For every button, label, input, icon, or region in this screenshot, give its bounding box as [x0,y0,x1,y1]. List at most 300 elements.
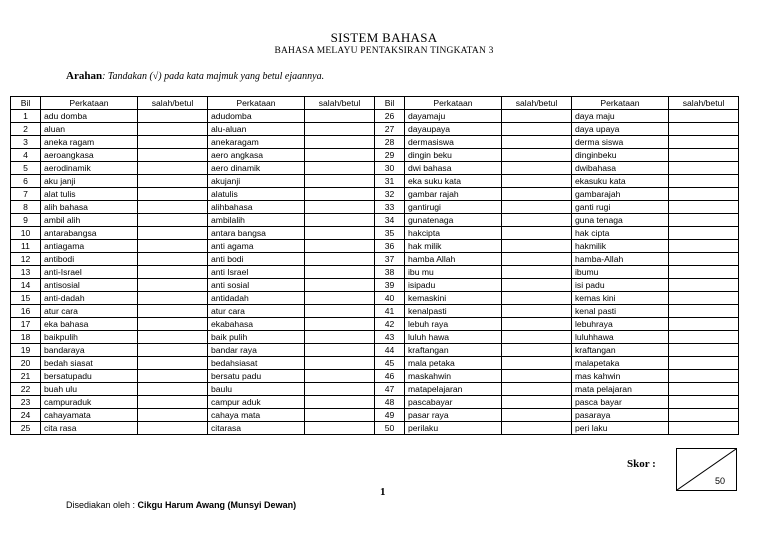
row-number: 5 [11,162,41,175]
row-number: 23 [11,396,41,409]
word-option-b: atur cara [208,305,305,318]
word-option-b: derma siswa [572,136,669,149]
answer-cell-b[interactable] [305,383,375,396]
answer-cell-b[interactable] [669,318,739,331]
instruction-text: : Tandakan (√) pada kata majmuk yang betul ejaannya. [102,71,325,82]
answer-cell-b[interactable] [305,422,375,435]
answer-cell-a[interactable] [138,188,208,201]
word-option-a: isipadu [405,279,502,292]
word-option-a: campuraduk [41,396,138,409]
answer-cell-b[interactable] [305,110,375,123]
row-number: 46 [375,370,405,383]
word-option-b: ibumu [572,266,669,279]
word-option-a: cita rasa [41,422,138,435]
row-number: 43 [375,331,405,344]
word-option-b: bandar raya [208,344,305,357]
answer-cell-a[interactable] [502,188,572,201]
word-option-a: hak milik [405,240,502,253]
row-number: 16 [11,305,41,318]
word-option-b: isi padu [572,279,669,292]
row-number: 33 [375,201,405,214]
prepared-by-label: Disediakan oleh : [66,500,138,510]
table-row [11,370,739,383]
answer-cell-a[interactable] [138,370,208,383]
word-option-a: gunatenaga [405,214,502,227]
row-number: 40 [375,292,405,305]
word-option-a: antisosial [41,279,138,292]
row-number: 10 [11,227,41,240]
row-number: 42 [375,318,405,331]
word-option-b: anti bodi [208,253,305,266]
answer-cell-b[interactable] [305,331,375,344]
answer-cell-a[interactable] [502,266,572,279]
answer-cell-b[interactable] [669,357,739,370]
word-option-a: aneka ragam [41,136,138,149]
word-option-a: luluh hawa [405,331,502,344]
word-option-b: bedahsiasat [208,357,305,370]
table-row [11,279,739,292]
answer-cell-b[interactable] [305,318,375,331]
answer-cell-b[interactable] [669,266,739,279]
word-option-b: daya maju [572,110,669,123]
row-number: 49 [375,409,405,422]
table-row [11,240,739,253]
answer-cell-b[interactable] [305,357,375,370]
answer-cell-a[interactable] [502,201,572,214]
word-option-a: gantirugi [405,201,502,214]
word-option-a: cahayamata [41,409,138,422]
word-option-a: kraftangan [405,344,502,357]
word-option-a: aluan [41,123,138,136]
word-option-a: aeroangkasa [41,149,138,162]
answer-cell-a[interactable] [138,409,208,422]
word-option-b: daya upaya [572,123,669,136]
score-label: Skor : [627,458,656,470]
row-number: 13 [11,266,41,279]
word-option-b: anti agama [208,240,305,253]
answer-cell-b[interactable] [669,279,739,292]
word-option-a: bandaraya [41,344,138,357]
answer-cell-b[interactable] [669,292,739,305]
answer-cell-a[interactable] [138,266,208,279]
word-option-a: dingin beku [405,149,502,162]
word-option-a: dayaupaya [405,123,502,136]
answer-cell-a[interactable] [138,123,208,136]
answer-cell-a[interactable] [502,357,572,370]
row-number: 9 [11,214,41,227]
word-option-b: akujanji [208,175,305,188]
word-option-b: aero angkasa [208,149,305,162]
row-number: 50 [375,422,405,435]
answer-cell-a[interactable] [138,396,208,409]
word-option-a: kenalpasti [405,305,502,318]
word-option-b: kraftangan [572,344,669,357]
word-option-b: aero dinamik [208,162,305,175]
answer-cell-a[interactable] [502,370,572,383]
table-row [11,175,739,188]
row-number: 8 [11,201,41,214]
word-option-b: dinginbeku [572,149,669,162]
row-number: 19 [11,344,41,357]
answer-cell-b[interactable] [305,162,375,175]
answer-cell-a[interactable] [502,253,572,266]
table-row [11,318,739,331]
table-row [11,331,739,344]
row-number: 6 [11,175,41,188]
answer-cell-a[interactable] [502,175,572,188]
word-option-b: kenal pasti [572,305,669,318]
answer-cell-a[interactable] [502,383,572,396]
answer-cell-b[interactable] [669,149,739,162]
answer-cell-b[interactable] [305,292,375,305]
word-option-b: pasaraya [572,409,669,422]
row-number: 22 [11,383,41,396]
word-option-a: mala petaka [405,357,502,370]
answer-cell-b[interactable] [669,162,739,175]
answer-cell-b[interactable] [669,396,739,409]
word-table [10,96,739,435]
answer-cell-b[interactable] [669,214,739,227]
table-row [11,409,739,422]
table-row [11,305,739,318]
word-option-b: bersatu padu [208,370,305,383]
answer-cell-a[interactable] [138,201,208,214]
table-row [11,162,739,175]
answer-cell-b[interactable] [305,279,375,292]
answer-cell-b[interactable] [305,149,375,162]
answer-cell-b[interactable] [305,305,375,318]
answer-cell-a[interactable] [138,240,208,253]
answer-cell-a[interactable] [502,149,572,162]
answer-cell-a[interactable] [502,110,572,123]
answer-cell-a[interactable] [138,344,208,357]
word-option-a: anti-Israel [41,266,138,279]
table-row [11,253,739,266]
answer-cell-a[interactable] [502,227,572,240]
word-option-b: alu-aluan [208,123,305,136]
header-salah-betul: salah/betul [305,97,375,110]
word-option-a: atur cara [41,305,138,318]
answer-cell-a[interactable] [502,136,572,149]
answer-cell-b[interactable] [669,227,739,240]
answer-cell-b[interactable] [669,110,739,123]
header-salah-betul: salah/betul [138,97,208,110]
row-number: 3 [11,136,41,149]
row-number: 21 [11,370,41,383]
word-option-a: aerodinamik [41,162,138,175]
row-number: 47 [375,383,405,396]
table-row [11,110,739,123]
row-number: 30 [375,162,405,175]
word-option-b: ganti rugi [572,201,669,214]
answer-cell-b[interactable] [305,253,375,266]
table-row [11,123,739,136]
word-option-a: aku janji [41,175,138,188]
word-option-a: kemaskini [405,292,502,305]
row-number: 1 [11,110,41,123]
answer-cell-a[interactable] [502,214,572,227]
row-number: 32 [375,188,405,201]
answer-cell-a[interactable] [138,318,208,331]
header-salah-betul: salah/betul [669,97,739,110]
answer-cell-b[interactable] [305,188,375,201]
document-title: SISTEM BAHASA [330,30,438,45]
row-number: 24 [11,409,41,422]
row-number: 4 [11,149,41,162]
answer-cell-a[interactable] [502,123,572,136]
answer-cell-a[interactable] [502,162,572,175]
answer-cell-b[interactable] [305,396,375,409]
answer-cell-b[interactable] [669,136,739,149]
answer-cell-a[interactable] [502,305,572,318]
prepared-by-author: Cikgu Harum Awang (Munsyi Dewan) [137,500,297,510]
answer-cell-a[interactable] [138,214,208,227]
row-number: 7 [11,188,41,201]
answer-cell-a[interactable] [138,162,208,175]
prepared-by [66,500,296,510]
row-number: 27 [375,123,405,136]
answer-cell-b[interactable] [669,175,739,188]
table-row [11,344,739,357]
table-row [11,396,739,409]
word-option-b: antidadah [208,292,305,305]
word-option-b: anekaragam [208,136,305,149]
word-option-a: alat tulis [41,188,138,201]
word-option-b: hamba-Allah [572,253,669,266]
word-option-b: ambilalih [208,214,305,227]
word-option-b: baulu [208,383,305,396]
row-number: 12 [11,253,41,266]
word-option-b: citarasa [208,422,305,435]
header-perkataan: Perkataan [41,97,138,110]
word-option-b: mata pelajaran [572,383,669,396]
header-perkataan: Perkataan [572,97,669,110]
word-option-a: alih bahasa [41,201,138,214]
word-option-b: kemas kini [572,292,669,305]
word-option-b: pasca bayar [572,396,669,409]
word-option-b: alatulis [208,188,305,201]
table-row [11,136,739,149]
row-number: 26 [375,110,405,123]
row-number: 39 [375,279,405,292]
table-row [11,357,739,370]
answer-cell-b[interactable] [305,123,375,136]
header-salah-betul: salah/betul [502,97,572,110]
word-option-b: hak cipta [572,227,669,240]
word-option-b: dwibahasa [572,162,669,175]
instruction-label: Arahan [66,70,103,82]
word-option-a: perilaku [405,422,502,435]
instruction [66,70,324,82]
word-option-a: bersatupadu [41,370,138,383]
word-option-a: antiagama [41,240,138,253]
row-number: 29 [375,149,405,162]
table-row [11,214,739,227]
answer-cell-a[interactable] [138,305,208,318]
row-number: 25 [11,422,41,435]
table-row [11,292,739,305]
document-subtitle: BAHASA MELAYU PENTAKSIRAN TINGKATAN 3 [274,46,494,56]
header-bil: Bil [375,97,405,110]
word-option-b: anti sosial [208,279,305,292]
row-number: 11 [11,240,41,253]
word-option-b: cahaya mata [208,409,305,422]
row-number: 31 [375,175,405,188]
score-box[interactable] [676,448,737,491]
word-option-a: eka bahasa [41,318,138,331]
answer-cell-b[interactable] [305,227,375,240]
row-number: 34 [375,214,405,227]
row-number: 15 [11,292,41,305]
answer-cell-b[interactable] [669,422,739,435]
answer-cell-b[interactable] [305,370,375,383]
row-number: 44 [375,344,405,357]
answer-cell-a[interactable] [138,175,208,188]
word-option-a: ambil alih [41,214,138,227]
word-option-b: ekasuku kata [572,175,669,188]
answer-cell-a[interactable] [138,110,208,123]
row-number: 35 [375,227,405,240]
answer-cell-b[interactable] [305,266,375,279]
answer-cell-a[interactable] [138,357,208,370]
row-number: 48 [375,396,405,409]
row-number: 2 [11,123,41,136]
answer-cell-b[interactable] [305,344,375,357]
answer-cell-a[interactable] [138,383,208,396]
word-option-b: guna tenaga [572,214,669,227]
answer-cell-a[interactable] [138,227,208,240]
row-number: 18 [11,331,41,344]
answer-cell-b[interactable] [669,331,739,344]
word-option-a: buah ulu [41,383,138,396]
answer-cell-a[interactable] [502,292,572,305]
table-row [11,227,739,240]
word-option-b: gambarajah [572,188,669,201]
table-row [11,266,739,279]
answer-cell-b[interactable] [305,214,375,227]
word-option-a: pasar raya [405,409,502,422]
answer-cell-a[interactable] [138,331,208,344]
word-option-a: antarabangsa [41,227,138,240]
row-number: 28 [375,136,405,149]
table-header-row [11,97,739,110]
word-option-b: baik pulih [208,331,305,344]
header-perkataan: Perkataan [405,97,502,110]
answer-cell-a[interactable] [138,279,208,292]
row-number: 41 [375,305,405,318]
answer-cell-b[interactable] [669,123,739,136]
answer-cell-a[interactable] [502,240,572,253]
answer-cell-a[interactable] [502,331,572,344]
table-row [11,149,739,162]
row-number: 20 [11,357,41,370]
page-number: 1 [380,486,386,498]
word-option-a: adu domba [41,110,138,123]
answer-cell-a[interactable] [138,292,208,305]
answer-cell-b[interactable] [669,240,739,253]
word-option-a: lebuh raya [405,318,502,331]
answer-cell-b[interactable] [305,136,375,149]
answer-cell-b[interactable] [669,253,739,266]
answer-cell-b[interactable] [305,175,375,188]
header-bil: Bil [11,97,41,110]
word-option-b: antara bangsa [208,227,305,240]
answer-cell-b[interactable] [669,188,739,201]
word-option-b: hakmilik [572,240,669,253]
answer-cell-a[interactable] [138,136,208,149]
row-number: 38 [375,266,405,279]
word-option-a: maskahwin [405,370,502,383]
table-row [11,422,739,435]
word-option-b: mas kahwin [572,370,669,383]
answer-cell-b[interactable] [669,305,739,318]
answer-cell-b[interactable] [669,383,739,396]
word-option-b: ekabahasa [208,318,305,331]
answer-cell-b[interactable] [669,409,739,422]
word-option-a: antibodi [41,253,138,266]
word-option-b: adudomba [208,110,305,123]
word-option-b: alihbahasa [208,201,305,214]
word-option-b: anti Israel [208,266,305,279]
answer-cell-b[interactable] [669,370,739,383]
row-number: 36 [375,240,405,253]
word-option-a: pascabayar [405,396,502,409]
word-option-a: gambar rajah [405,188,502,201]
word-option-a: hakcipta [405,227,502,240]
answer-cell-a[interactable] [502,396,572,409]
word-option-b: lebuhraya [572,318,669,331]
answer-cell-a[interactable] [502,318,572,331]
header-perkataan: Perkataan [208,97,305,110]
word-option-b: campur aduk [208,396,305,409]
table-row [11,383,739,396]
word-option-a: bedah siasat [41,357,138,370]
table-row [11,201,739,214]
word-option-a: dayamaju [405,110,502,123]
word-option-a: dermasiswa [405,136,502,149]
row-number: 45 [375,357,405,370]
score-max: 50 [714,476,725,486]
answer-cell-a[interactable] [502,422,572,435]
word-option-b: peri laku [572,422,669,435]
answer-cell-b[interactable] [669,344,739,357]
answer-cell-a[interactable] [502,409,572,422]
score-diagonal [677,449,736,490]
word-option-a: baikpulih [41,331,138,344]
word-option-a: eka suku kata [405,175,502,188]
row-number: 14 [11,279,41,292]
word-option-a: dwi bahasa [405,162,502,175]
row-number: 37 [375,253,405,266]
row-number: 17 [11,318,41,331]
word-option-a: matapelajaran [405,383,502,396]
table-row [11,188,739,201]
answer-cell-b[interactable] [305,240,375,253]
answer-cell-a[interactable] [502,279,572,292]
answer-cell-a[interactable] [138,149,208,162]
word-option-b: luluhhawa [572,331,669,344]
answer-cell-a[interactable] [138,253,208,266]
word-option-a: hamba Allah [405,253,502,266]
word-option-a: anti-dadah [41,292,138,305]
answer-cell-b[interactable] [305,201,375,214]
word-option-a: ibu mu [405,266,502,279]
word-option-b: malapetaka [572,357,669,370]
answer-cell-a[interactable] [138,422,208,435]
answer-cell-b[interactable] [305,409,375,422]
answer-cell-a[interactable] [502,344,572,357]
answer-cell-b[interactable] [669,201,739,214]
